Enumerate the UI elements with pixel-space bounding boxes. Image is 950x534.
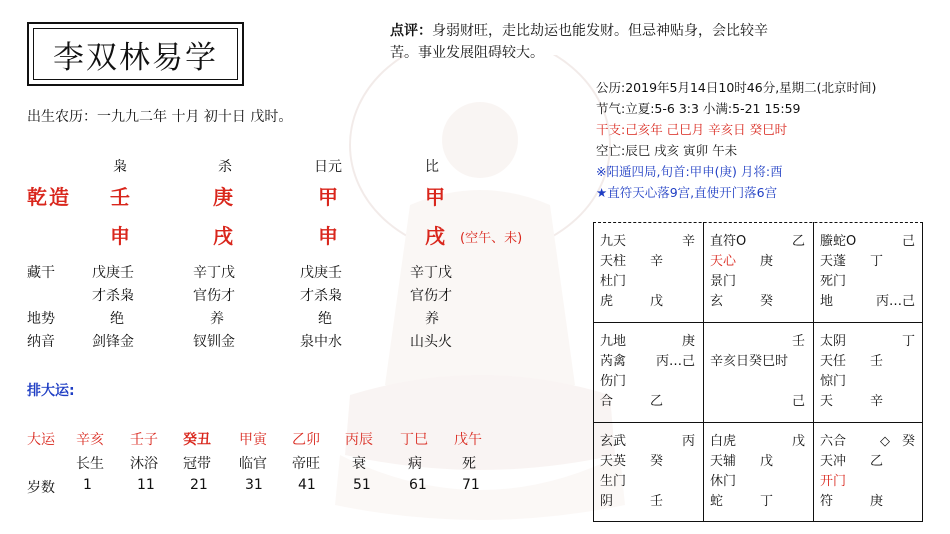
nayin-label: 纳音 xyxy=(27,334,55,350)
palace-row xyxy=(710,272,809,291)
palace-7-r4b: 丁 xyxy=(760,494,774,509)
palace-3-r3a: 伤门 xyxy=(600,374,627,389)
hidden-god-0: 才杀枭 xyxy=(92,288,134,304)
palace-0-r4a: 虎 xyxy=(600,294,614,309)
comment-block xyxy=(390,20,890,64)
info-gongli: 公历:2019年5月14日10时46分,星期二(北京时间) xyxy=(596,80,877,95)
dayun-state-7: 死 xyxy=(462,456,476,472)
palace-row xyxy=(820,452,919,471)
palace-1 xyxy=(703,222,813,322)
page-title: 李双林易学 xyxy=(33,28,238,80)
palace-8-r2b: 乙 xyxy=(870,454,884,469)
palace-2-r1c: 己 xyxy=(901,234,915,249)
palace-row xyxy=(820,252,919,271)
title-box xyxy=(27,22,244,86)
age-7: 71 xyxy=(462,477,480,493)
dayun-pillar-6: 丁巳 xyxy=(400,432,428,448)
age-5: 51 xyxy=(353,477,371,493)
palace-4-r1c: 壬 xyxy=(791,334,805,349)
branch-3: 戌 xyxy=(425,224,447,248)
palace-row xyxy=(820,272,919,291)
palace-2 xyxy=(813,222,923,322)
palace-1-r4b: 癸 xyxy=(760,294,774,309)
dayun-pillar-4: 乙卯 xyxy=(292,432,320,448)
dayun-state-2: 冠带 xyxy=(183,456,211,472)
comment-line1: 身弱财旺，走比劫运也能发财。但忌神贴身，会比较辛 xyxy=(432,23,768,39)
hidden-1: 辛丁戊 xyxy=(193,265,235,281)
palace-2-r2a: 天蓬 xyxy=(820,254,847,269)
palace-0-r4b: 戊 xyxy=(650,294,664,309)
palace-3-r4b: 乙 xyxy=(650,394,664,409)
god-2: 日元 xyxy=(314,159,342,175)
palace-7-r2a: 天辅 xyxy=(710,454,737,469)
palace-1-r3a: 景门 xyxy=(710,274,737,289)
palace-row xyxy=(600,252,699,271)
palace-4-r4c: 己 xyxy=(791,394,805,409)
palace-8-r2a: 天冲 xyxy=(820,454,847,469)
palace-3-r4a: 合 xyxy=(600,394,614,409)
branch-2: 申 xyxy=(318,224,340,248)
branch-1: 戌 xyxy=(213,224,235,248)
palace-7-r1c: 戊 xyxy=(791,434,805,449)
palace-row xyxy=(600,332,699,351)
dayun-pillar-5: 丙辰 xyxy=(345,432,373,448)
palace-row xyxy=(820,332,919,351)
palace-3-r2c: 丙…己 xyxy=(655,354,695,369)
palace-0-r1a: 九天 xyxy=(600,234,627,249)
palace-7 xyxy=(703,422,813,522)
palace-2-r4a: 地 xyxy=(820,294,834,309)
palace-6-r1c: 丙 xyxy=(681,434,695,449)
hidden-god-2: 才杀枭 xyxy=(300,288,342,304)
hidden-god-3: 官伤才 xyxy=(410,288,452,304)
palace-3-r1a: 九地 xyxy=(600,334,627,349)
palace-1-r2a: 天心 xyxy=(710,254,737,269)
palace-6-r2b: 癸 xyxy=(650,454,664,469)
palace-3-r1c: 庚 xyxy=(681,334,695,349)
comment-line2: 苦。事业发展阻碍较大。 xyxy=(390,45,544,61)
dayun-pillar-3: 甲寅 xyxy=(239,432,267,448)
dayun-pillar-0: 辛亥 xyxy=(76,432,104,448)
hidden-label: 藏干 xyxy=(27,265,55,281)
palace-row xyxy=(600,432,699,451)
age-0: 1 xyxy=(83,477,92,493)
palace-row xyxy=(710,232,809,251)
palace-0-r2a: 天柱 xyxy=(600,254,627,269)
dayun-label: 大运 xyxy=(27,432,55,448)
stem-1: 庚 xyxy=(213,185,235,209)
dayun-state-3: 临官 xyxy=(239,456,267,472)
dayun-state-4: 帝旺 xyxy=(292,456,320,472)
palace-7-r1a: 白虎 xyxy=(710,434,737,449)
palace-row xyxy=(820,472,919,491)
palace-2-r1a: 螣蛇O xyxy=(820,234,857,249)
palace-6-r2a: 天英 xyxy=(600,454,627,469)
palace-row xyxy=(710,252,809,271)
age-6: 61 xyxy=(409,477,427,493)
info-kongwang: 空亡:辰巳 戌亥 寅卯 午未 xyxy=(596,143,738,158)
dishi-3: 养 xyxy=(425,311,439,327)
palace-2-r2b: 丁 xyxy=(870,254,884,269)
palace-0 xyxy=(593,222,703,322)
palace-4-r2a: 辛亥日癸巳时 xyxy=(710,354,789,369)
palace-row xyxy=(710,452,809,471)
age-4: 41 xyxy=(298,477,316,493)
info-jieqi: 节气:立夏:5-6 3:3 小满:5-21 15:59 xyxy=(596,101,801,116)
palace-5-r2b: 壬 xyxy=(870,354,884,369)
dayun-pillar-7: 戊午 xyxy=(454,432,482,448)
palace-6-r4a: 阴 xyxy=(600,494,614,509)
palace-row xyxy=(600,352,699,371)
dayun-heading: 排大运: xyxy=(27,383,75,399)
palace-row xyxy=(710,472,809,491)
hidden-god-1: 官伤才 xyxy=(193,288,235,304)
god-0: 枭 xyxy=(113,159,127,175)
palace-6-r1a: 玄武 xyxy=(600,434,627,449)
hidden-3: 辛丁戊 xyxy=(410,265,452,281)
palace-1-r2b: 庚 xyxy=(760,254,774,269)
palace-6 xyxy=(593,422,703,522)
age-2: 21 xyxy=(190,477,208,493)
stem-3: 甲 xyxy=(425,185,447,209)
palace-1-r4a: 玄 xyxy=(710,294,724,309)
dishi-label: 地势 xyxy=(27,311,55,327)
palace-row xyxy=(710,432,809,451)
palace-5-r1c: 丁 xyxy=(901,334,915,349)
nayin-1: 钗钏金 xyxy=(193,334,235,350)
dayun-pillar-2: 癸丑 xyxy=(183,432,211,448)
palace-row xyxy=(820,352,919,371)
palace-0-r1c: 辛 xyxy=(681,234,695,249)
palace-4 xyxy=(703,322,813,422)
info-ganzhi: 干支:己亥年 己巳月 辛亥日 癸巳时 xyxy=(596,122,788,137)
god-3: 比 xyxy=(425,159,439,175)
palace-row xyxy=(600,392,699,411)
palace-row xyxy=(600,232,699,251)
hidden-2: 戊庚壬 xyxy=(300,265,342,281)
palace-5 xyxy=(813,322,923,422)
info-ju: ※阳遁四局,旬首:甲申(庚) 月将:酉 xyxy=(596,164,783,179)
hidden-0: 戊庚壬 xyxy=(92,265,134,281)
palace-row xyxy=(820,492,919,511)
dayun-state-0: 长生 xyxy=(76,456,104,472)
palace-3-r2a: 芮禽 xyxy=(600,354,627,369)
age-label: 岁数 xyxy=(27,480,55,496)
nayin-2: 泉中水 xyxy=(300,334,342,350)
dayun-state-1: 沐浴 xyxy=(130,456,158,472)
kong-note: (空午、未) xyxy=(460,231,523,246)
palace-1-r1a: 直符O xyxy=(710,234,747,249)
palace-8-r1b: ◇ xyxy=(880,434,890,449)
palace-5-r4b: 辛 xyxy=(870,394,884,409)
dayun-state-5: 衰 xyxy=(352,456,366,472)
palace-6-r4b: 壬 xyxy=(650,494,664,509)
palace-row xyxy=(600,372,699,391)
palace-row xyxy=(820,292,919,311)
palace-2-r3a: 死门 xyxy=(820,274,847,289)
branch-0: 申 xyxy=(110,224,132,248)
palace-row xyxy=(710,332,809,351)
dishi-0: 绝 xyxy=(110,311,124,327)
stem-0: 壬 xyxy=(110,185,132,209)
palace-8 xyxy=(813,422,923,522)
palace-3 xyxy=(593,322,703,422)
info-zhifu: ★直符天心落9宫,直使开门落6宫 xyxy=(596,185,778,200)
palace-5-r3a: 惊门 xyxy=(820,374,847,389)
palace-8-r4b: 庚 xyxy=(870,494,884,509)
palace-row xyxy=(820,232,919,251)
dayun-pillar-1: 壬子 xyxy=(130,432,158,448)
qimen-grid xyxy=(593,222,923,522)
palace-8-r1a: 六合 xyxy=(820,434,847,449)
comment-label: 点评： xyxy=(390,23,432,39)
age-3: 31 xyxy=(245,477,263,493)
palace-row xyxy=(710,392,809,411)
palace-0-r2b: 辛 xyxy=(650,254,664,269)
palace-row xyxy=(600,452,699,471)
palace-8-r1c: 癸 xyxy=(901,434,915,449)
palace-row xyxy=(710,492,809,511)
palace-7-r3a: 休门 xyxy=(710,474,737,489)
palace-8-r4a: 符 xyxy=(820,494,834,509)
palace-row xyxy=(600,272,699,291)
palace-row xyxy=(820,372,919,391)
nayin-0: 剑锋金 xyxy=(92,334,134,350)
palace-6-r3a: 生门 xyxy=(600,474,627,489)
palace-2-r4c: 丙…己 xyxy=(875,294,915,309)
dishi-2: 绝 xyxy=(318,311,332,327)
palace-5-r1a: 太阴 xyxy=(820,334,847,349)
palace-0-r3a: 杜门 xyxy=(600,274,627,289)
palace-row xyxy=(600,292,699,311)
god-1: 杀 xyxy=(218,159,232,175)
age-1: 11 xyxy=(137,477,155,493)
palace-row xyxy=(710,352,809,371)
nayin-3: 山头火 xyxy=(410,334,452,350)
stem-2: 甲 xyxy=(318,185,340,209)
birth-lunar: 出生农历：一九九二年 十月 初十日 戊时。 xyxy=(27,109,293,125)
palace-row xyxy=(820,392,919,411)
dayun-state-6: 病 xyxy=(408,456,422,472)
palace-row xyxy=(600,472,699,491)
palace-7-r4a: 蛇 xyxy=(710,494,724,509)
palace-row xyxy=(710,292,809,311)
palace-5-r4a: 天 xyxy=(820,394,834,409)
dishi-1: 养 xyxy=(210,311,224,327)
palace-8-r3a: 开门 xyxy=(820,474,847,489)
qianzao-label: 乾造 xyxy=(27,185,71,209)
palace-1-r1c: 乙 xyxy=(791,234,805,249)
palace-5-r2a: 天任 xyxy=(820,354,847,369)
buddha-watermark xyxy=(330,55,630,525)
palace-7-r2b: 戊 xyxy=(760,454,774,469)
palace-row xyxy=(600,492,699,511)
palace-row xyxy=(820,432,919,451)
